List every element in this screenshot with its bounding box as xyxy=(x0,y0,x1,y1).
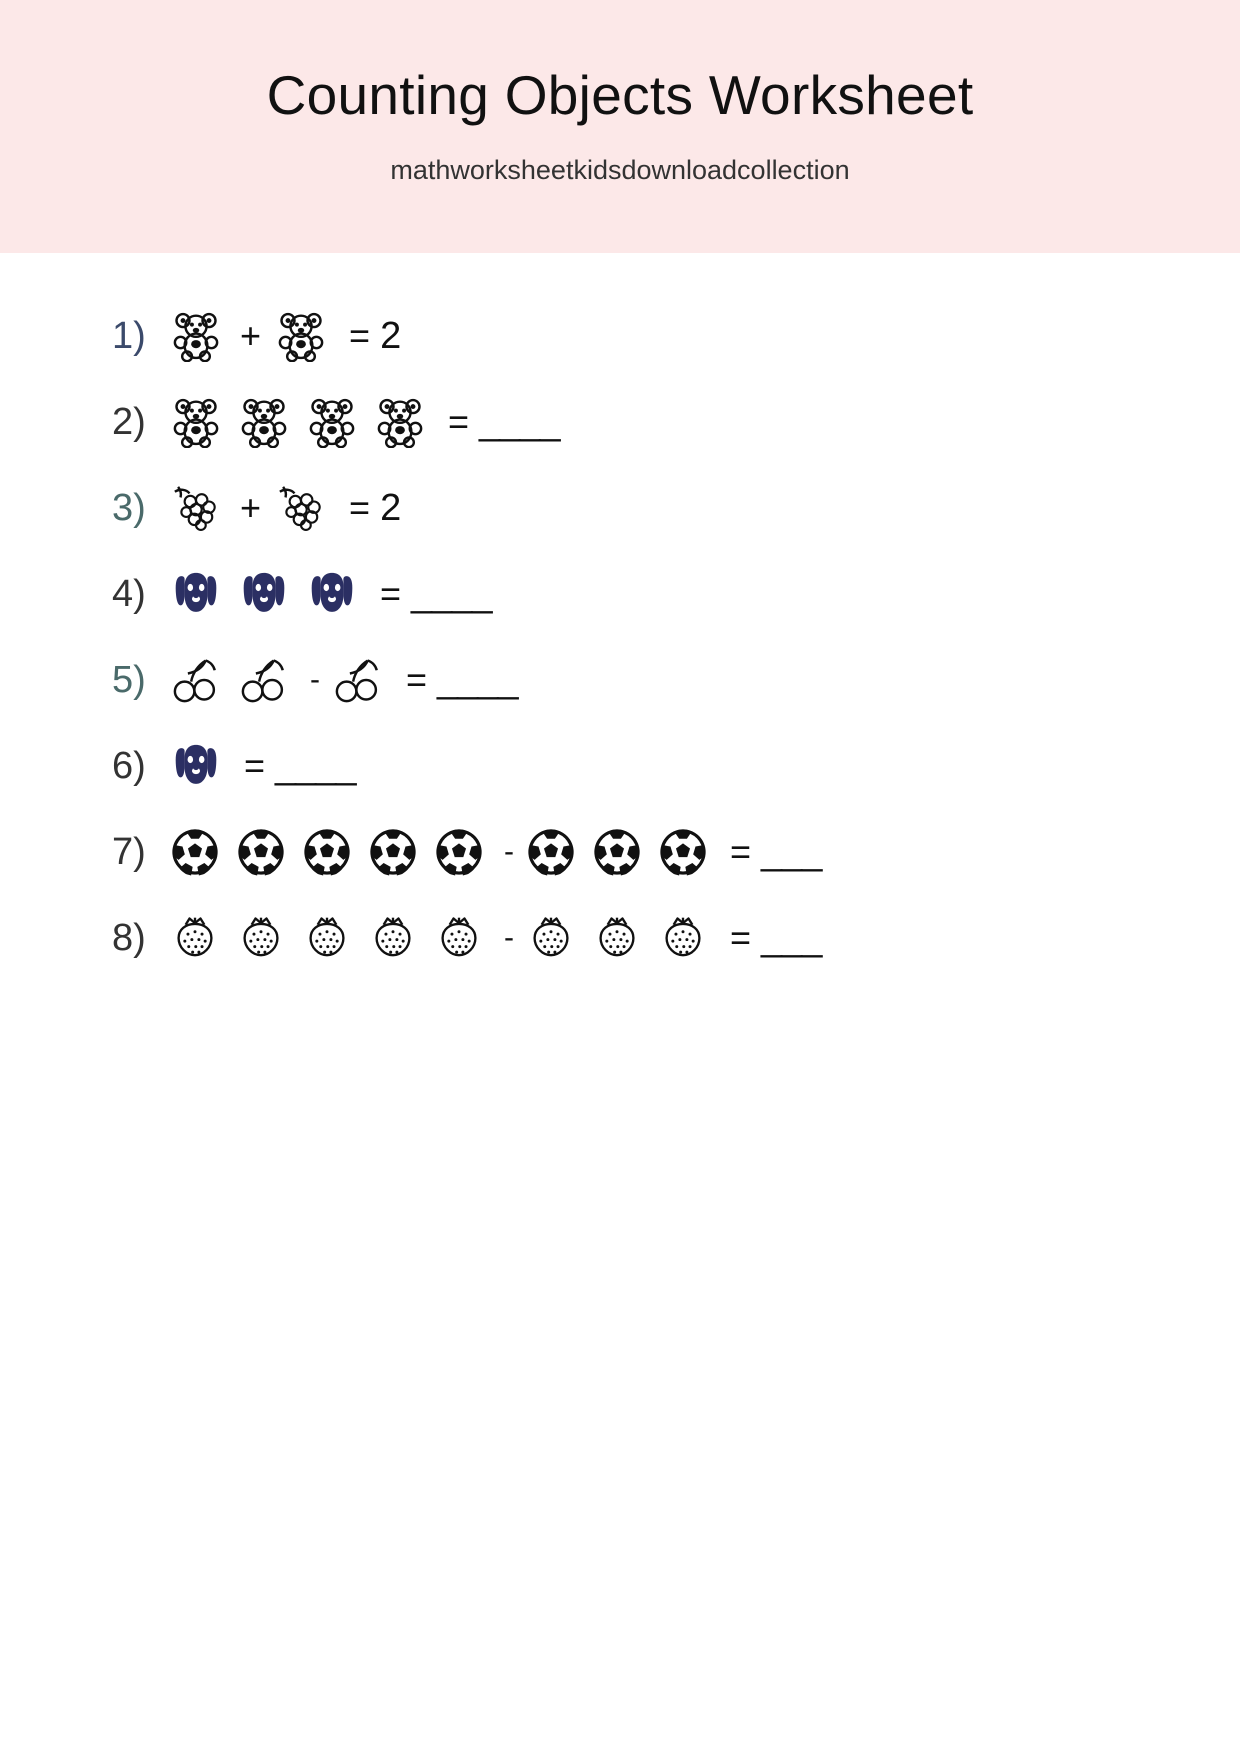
equals-sign: = xyxy=(730,831,752,872)
cherries-icon xyxy=(238,654,290,706)
header-band xyxy=(0,0,1240,253)
problem-row xyxy=(112,725,1240,807)
problem-objects xyxy=(170,740,356,792)
dog-icon xyxy=(170,740,222,792)
minus-operator: - xyxy=(310,663,320,696)
problem-objects xyxy=(170,396,560,448)
dog-icon xyxy=(306,568,358,620)
problem-row xyxy=(112,897,1240,979)
teddy-bear-icon xyxy=(275,310,327,362)
equals-sign: = xyxy=(406,659,428,700)
problem-number: 4) xyxy=(112,572,146,615)
teddy-bear-icon xyxy=(374,396,426,448)
teddy-bear-icon xyxy=(170,396,222,448)
strawberry-icon xyxy=(236,913,286,963)
problem-number: 1) xyxy=(112,314,146,357)
answer-blank[interactable]: ___ xyxy=(761,916,822,959)
strawberry-icon xyxy=(592,913,642,963)
answer-blank[interactable]: ____ xyxy=(411,572,492,615)
soccer-ball-icon xyxy=(434,827,484,877)
minus-operator: - xyxy=(504,921,514,954)
strawberry-icon xyxy=(526,913,576,963)
answer-blank[interactable]: ___ xyxy=(761,830,822,873)
teddy-bear-icon xyxy=(238,396,290,448)
problem-row xyxy=(112,639,1240,721)
dog-icon xyxy=(170,568,222,620)
teddy-bear-icon xyxy=(306,396,358,448)
soccer-ball-icon xyxy=(592,827,642,877)
problem-list xyxy=(0,253,1240,979)
teddy-bear-icon xyxy=(170,310,222,362)
problem-row xyxy=(112,811,1240,893)
strawberry-icon xyxy=(302,913,352,963)
cherries-icon xyxy=(170,654,222,706)
problem-number: 2) xyxy=(112,400,146,443)
raspberry-icon xyxy=(275,482,327,534)
problem-objects xyxy=(170,568,492,620)
page-title: Counting Objects Worksheet xyxy=(266,64,974,126)
plus-operator: + xyxy=(240,487,262,528)
equals-sign: = xyxy=(349,487,371,528)
problem-row xyxy=(112,381,1240,463)
soccer-ball-icon xyxy=(658,827,708,877)
soccer-ball-icon xyxy=(170,827,220,877)
answer-blank[interactable]: ____ xyxy=(275,744,356,787)
equals-sign: = xyxy=(349,315,371,356)
problem-objects xyxy=(170,827,821,877)
strawberry-icon xyxy=(658,913,708,963)
raspberry-icon xyxy=(170,482,222,534)
soccer-ball-icon xyxy=(236,827,286,877)
problem-objects xyxy=(170,310,401,362)
answer-blank[interactable]: ____ xyxy=(479,400,560,443)
problem-number: 7) xyxy=(112,830,146,873)
minus-operator: - xyxy=(504,835,514,868)
strawberry-icon xyxy=(368,913,418,963)
problem-objects xyxy=(170,482,401,534)
answer-value: 2 xyxy=(380,486,402,529)
problem-objects xyxy=(170,654,518,706)
problem-number: 6) xyxy=(112,744,146,787)
soccer-ball-icon xyxy=(368,827,418,877)
answer-value: 2 xyxy=(380,314,402,357)
problem-number: 3) xyxy=(112,486,146,529)
soccer-ball-icon xyxy=(526,827,576,877)
equals-sign: = xyxy=(448,401,470,442)
soccer-ball-icon xyxy=(302,827,352,877)
answer-blank[interactable]: ____ xyxy=(437,658,518,701)
problem-number: 8) xyxy=(112,916,146,959)
strawberry-icon xyxy=(434,913,484,963)
equals-sign: = xyxy=(730,917,752,958)
problem-row xyxy=(112,467,1240,549)
problem-row xyxy=(112,295,1240,377)
problem-row xyxy=(112,553,1240,635)
page-subtitle: mathworksheetkidsdownloadcollection xyxy=(390,155,850,186)
problem-objects xyxy=(170,913,821,963)
dog-icon xyxy=(238,568,290,620)
plus-operator: + xyxy=(240,315,262,356)
problem-number: 5) xyxy=(112,658,146,701)
strawberry-icon xyxy=(170,913,220,963)
cherries-icon xyxy=(332,654,384,706)
equals-sign: = xyxy=(380,573,402,614)
equals-sign: = xyxy=(244,745,266,786)
